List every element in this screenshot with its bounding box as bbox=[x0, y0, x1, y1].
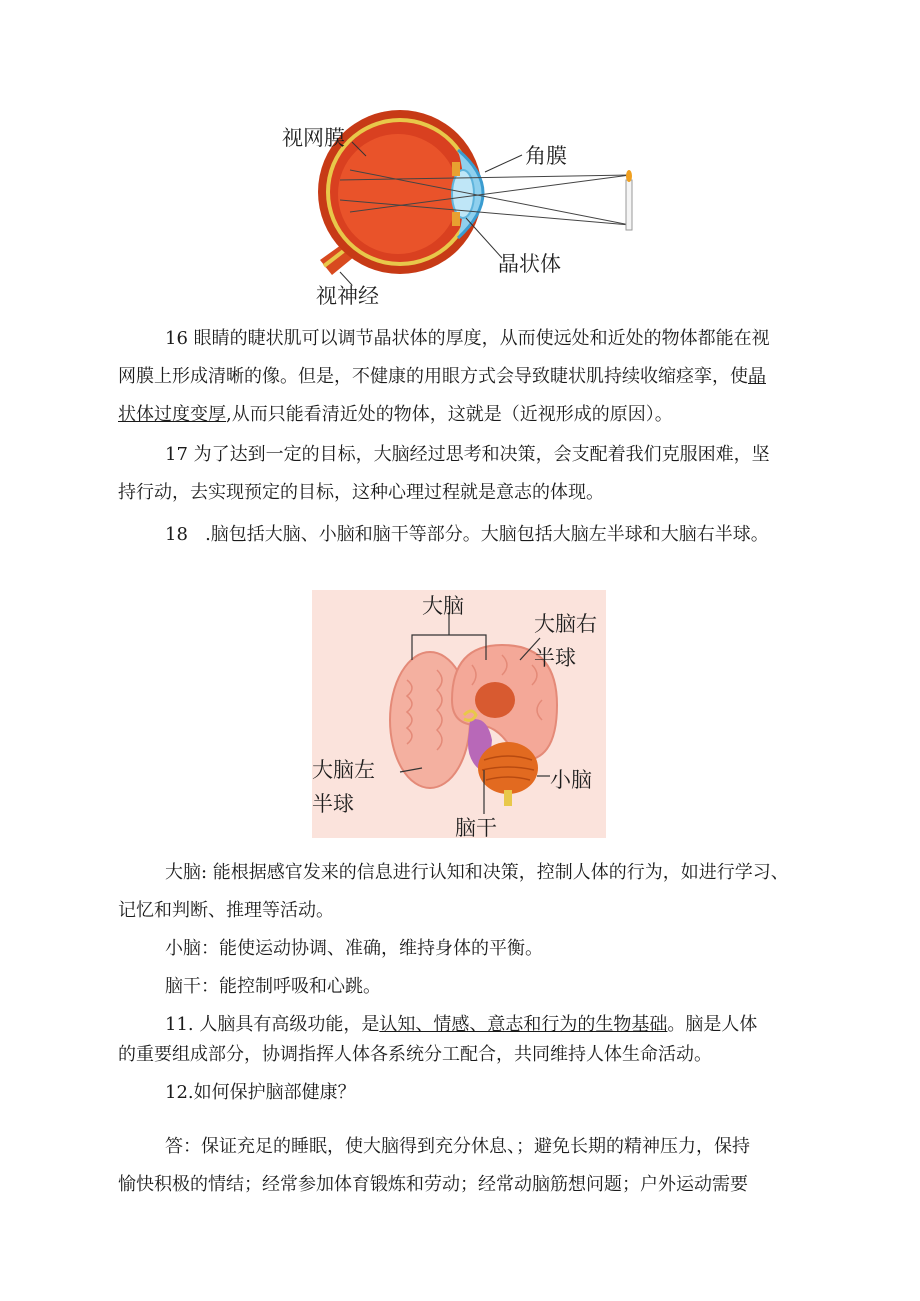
paragraph-16-line-2: 网膜上形成清晰的像。但是，不健康的用眼方式会导致睫状肌持续收缩痉挛，使晶 bbox=[118, 366, 766, 387]
underlined-text: 状体过度变厚 bbox=[118, 404, 226, 425]
eye-label-optic-nerve: 视神经 bbox=[316, 284, 379, 308]
paragraph-12: 12.如何保护脑部健康？ bbox=[165, 1082, 356, 1103]
cerebrum-description bbox=[165, 854, 815, 892]
brain-label-cerebellum: 小脑 bbox=[550, 768, 592, 792]
paragraph-18 bbox=[165, 516, 805, 554]
brain-label-right-hemisphere-1: 大脑右 bbox=[534, 612, 597, 636]
answer-line-2: 愉快积极的情结；经常参加体育锻炼和劳动；经常动脑筋想问题；户外运动需要 bbox=[118, 1174, 748, 1195]
answer-cont bbox=[118, 1166, 808, 1204]
paragraph-18-line-1: 18 .脑包括大脑、小脑和脑干等部分。大脑包括大脑左半球和大脑右半球。 bbox=[165, 524, 769, 545]
cerebrum-description-line-2: 记忆和判断、推理等活动。 bbox=[118, 900, 334, 921]
answer bbox=[165, 1128, 815, 1166]
eye-diagram bbox=[280, 100, 660, 310]
cerebrum-description-cont bbox=[118, 892, 758, 930]
eye-label-cornea: 角膜 bbox=[525, 144, 567, 168]
brainstem-description: 脑干：能控制呼吸和心跳。 bbox=[165, 976, 381, 997]
eye-label-retina: 视网膜 bbox=[282, 126, 345, 150]
cerebellum-description: 小脑：能使运动协调、准确，维持身体的平衡。 bbox=[165, 938, 543, 959]
cerebellum-shape bbox=[478, 742, 538, 794]
brain-label-right-hemisphere-2: 半球 bbox=[534, 646, 576, 670]
paragraph-16 bbox=[165, 320, 805, 358]
brain-diagram bbox=[312, 590, 606, 838]
paragraph-17-line-2: 持行动，去实现预定的目标，这种心理过程就是意志的体现。 bbox=[118, 482, 604, 503]
paragraph-16-cont bbox=[118, 358, 808, 434]
paragraph-16-line-3: 状体过度变厚,从而只能看清近处的物体，这就是（近视形成的原因）。 bbox=[118, 404, 673, 425]
paragraph-17-cont bbox=[118, 474, 808, 512]
cerebrum-description-line-1: 大脑: 能根据感官发来的信息进行认知和决策，控制人体的行为，如进行学习、 bbox=[165, 862, 789, 883]
eye-label-lens: 晶状体 bbox=[498, 252, 561, 276]
paragraph-17-line-1: 17 为了达到一定的目标，大脑经过思考和决策，会支配着我们克服困难，坚 bbox=[165, 444, 770, 465]
paragraph-17 bbox=[165, 436, 805, 474]
paragraph-11-line-1: 11. 人脑具有高级功能，是认知、情感、意志和行为的生物基础。脑是人体 bbox=[165, 1014, 758, 1035]
underlined-text: 认知、情感、意志和行为的生物基础 bbox=[379, 1014, 668, 1035]
brain-label-left-hemisphere-1: 大脑左 bbox=[312, 758, 375, 782]
answer-line-1: 答：保证充足的睡眠，使大脑得到充分休息、；避免长期的精神压力，保持 bbox=[165, 1136, 750, 1157]
brain-label-left-hemisphere-2: 半球 bbox=[312, 792, 354, 816]
underlined-text: 晶 bbox=[748, 366, 766, 387]
brain-label-cerebrum: 大脑 bbox=[422, 594, 464, 618]
paragraph-16-line-1: 16 眼睛的睫状肌可以调节晶状体的厚度，从而使远处和近处的物体都能在视 bbox=[165, 328, 770, 349]
brain-label-brainstem: 脑干 bbox=[455, 816, 497, 840]
paragraph-11-cont bbox=[118, 1036, 808, 1074]
paragraph-11-line-2: 的重要组成部分，协调指挥人体各系统分工配合，共同维持人体生命活动。 bbox=[118, 1044, 712, 1065]
candle-shape bbox=[626, 180, 632, 230]
